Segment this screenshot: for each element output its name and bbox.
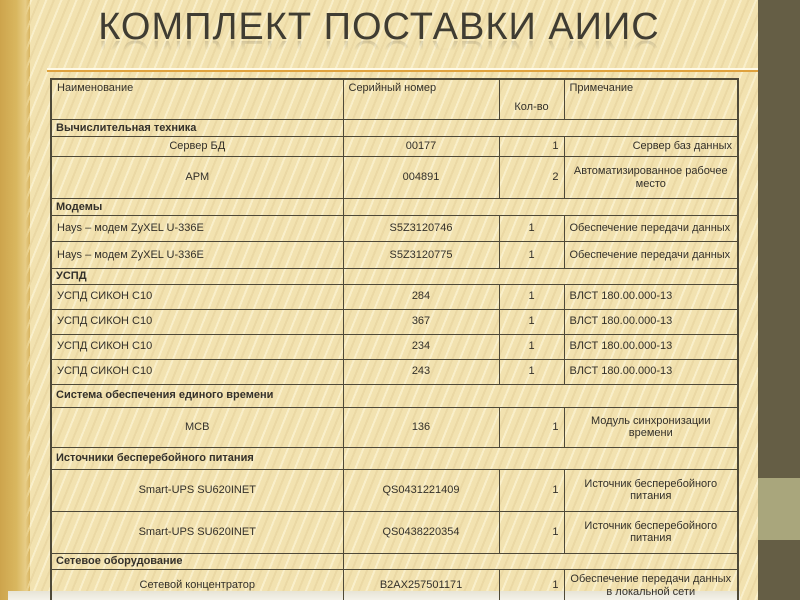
note-cell: ВЛСТ 180.00.000-13 xyxy=(564,334,738,359)
right-olive-band xyxy=(758,0,800,600)
name-cell: Hays – модем ZyXEL U-336E xyxy=(51,216,343,242)
name-cell: УСПД СИКОН С10 xyxy=(51,309,343,334)
table-row xyxy=(51,242,738,269)
table-row xyxy=(51,359,738,384)
column-header-name: Наименование xyxy=(51,79,343,120)
name-cell: Smart-UPS SU620INET xyxy=(51,469,343,511)
note-cell: ВЛСТ 180.00.000-13 xyxy=(564,359,738,384)
name-cell: Сетевой концентратор xyxy=(51,569,343,600)
section-row xyxy=(51,199,738,216)
section-row xyxy=(51,447,738,469)
serial-cell: B2AX257501171 xyxy=(343,569,499,600)
table-header-row xyxy=(51,79,738,120)
qty-cell: 1 xyxy=(499,359,564,384)
note-cell: Источник бесперебойного питания xyxy=(564,469,738,511)
column-header-note: Примечание xyxy=(564,79,738,120)
serial-cell: 367 xyxy=(343,309,499,334)
note-cell: Автоматизированное рабочее место xyxy=(564,157,738,199)
section-empty-cell xyxy=(343,269,738,285)
table-row xyxy=(51,157,738,199)
section-row xyxy=(51,384,738,407)
qty-cell: 2 xyxy=(499,157,564,199)
qty-cell: 1 xyxy=(499,569,564,600)
table-row xyxy=(51,407,738,447)
name-cell: УСПД СИКОН С10 xyxy=(51,334,343,359)
serial-cell: S5Z3120775 xyxy=(343,242,499,269)
qty-cell: 1 xyxy=(499,511,564,553)
table-row xyxy=(51,469,738,511)
sage-accent-block xyxy=(758,478,800,540)
table-row xyxy=(51,284,738,309)
table-row xyxy=(51,511,738,553)
qty-cell: 1 xyxy=(499,309,564,334)
qty-cell: 1 xyxy=(499,242,564,269)
section-label: Система обеспечения единого времени xyxy=(51,384,343,407)
note-cell: Обеспечение передачи данных xyxy=(564,216,738,242)
section-label: Вычислительная техника xyxy=(51,120,343,137)
table-row xyxy=(51,137,738,157)
qty-cell: 1 xyxy=(499,407,564,447)
section-label: Модемы xyxy=(51,199,343,216)
qty-cell: 1 xyxy=(499,216,564,242)
table-row xyxy=(51,334,738,359)
section-row xyxy=(51,553,738,569)
note-cell: ВЛСТ 180.00.000-13 xyxy=(564,284,738,309)
title-separator-line xyxy=(47,70,758,72)
qty-cell: 1 xyxy=(499,469,564,511)
slide-title: КОМПЛЕКТ ПОСТАВКИ АИИС xyxy=(98,6,660,48)
note-cell: Обеспечение передачи данных в локальной сети xyxy=(564,569,738,600)
name-cell: Сервер БД xyxy=(51,137,343,157)
serial-cell: 234 xyxy=(343,334,499,359)
serial-cell: 284 xyxy=(343,284,499,309)
left-gold-band xyxy=(0,0,30,600)
serial-cell: 004891 xyxy=(343,157,499,199)
section-row xyxy=(51,120,738,137)
qty-cell: 1 xyxy=(499,284,564,309)
section-empty-cell xyxy=(343,120,738,137)
serial-cell: QS0438220354 xyxy=(343,511,499,553)
section-empty-cell xyxy=(343,384,738,407)
serial-cell: S5Z3120746 xyxy=(343,216,499,242)
serial-cell: QS0431221409 xyxy=(343,469,499,511)
name-cell: МСВ xyxy=(51,407,343,447)
serial-cell: 243 xyxy=(343,359,499,384)
section-empty-cell xyxy=(343,199,738,216)
supply-table-body xyxy=(51,120,738,600)
table-row xyxy=(51,216,738,242)
section-label: Источники бесперебойного питания xyxy=(51,447,343,469)
name-cell: Hays – модем ZyXEL U-336E xyxy=(51,242,343,269)
section-empty-cell xyxy=(343,447,738,469)
supply-table xyxy=(50,78,739,600)
name-cell: УСПД СИКОН С10 xyxy=(51,284,343,309)
section-label: Сетевое оборудование xyxy=(51,553,343,569)
name-cell: УСПД СИКОН С10 xyxy=(51,359,343,384)
note-cell: Обеспечение передачи данных xyxy=(564,242,738,269)
note-cell: Модуль синхронизации времени xyxy=(564,407,738,447)
name-cell: АРМ xyxy=(51,157,343,199)
section-row xyxy=(51,269,738,285)
note-cell: Сервер баз данных xyxy=(564,137,738,157)
column-header-serial: Серийный номер xyxy=(343,79,499,120)
note-cell: Источник бесперебойного питания xyxy=(564,511,738,553)
column-header-qty: Кол-во xyxy=(499,79,564,120)
note-cell: ВЛСТ 180.00.000-13 xyxy=(564,309,738,334)
name-cell: Smart-UPS SU620INET xyxy=(51,511,343,553)
qty-cell: 1 xyxy=(499,334,564,359)
qty-cell: 1 xyxy=(499,137,564,157)
section-label: УСПД xyxy=(51,269,343,285)
table-row xyxy=(51,309,738,334)
section-empty-cell xyxy=(343,553,738,569)
serial-cell: 00177 xyxy=(343,137,499,157)
supply-table-container xyxy=(50,78,737,600)
title-area xyxy=(0,6,758,49)
serial-cell: 136 xyxy=(343,407,499,447)
table-row xyxy=(51,569,738,600)
